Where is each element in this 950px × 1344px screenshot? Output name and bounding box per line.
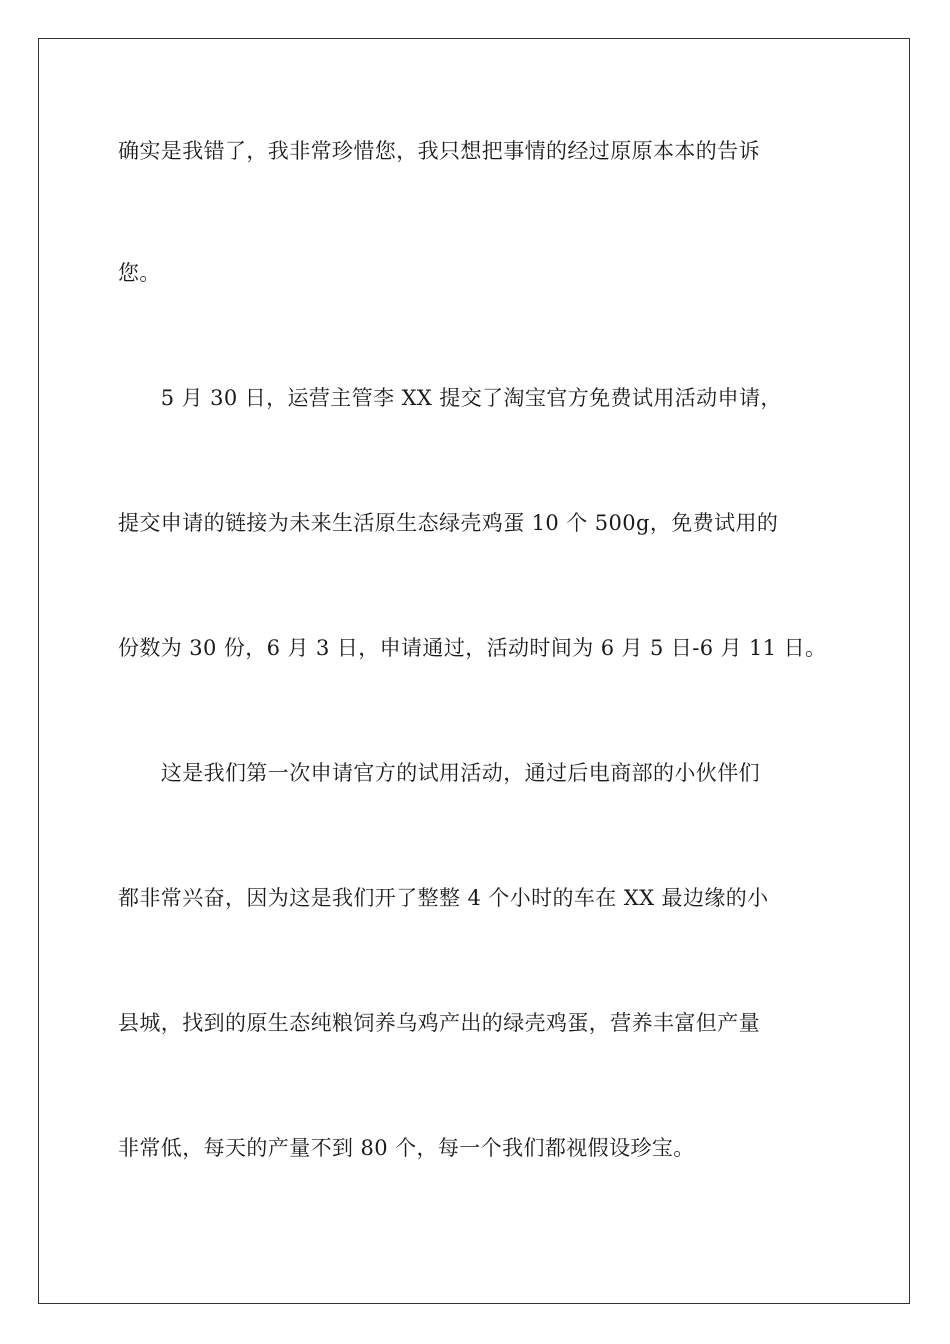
text-line: 您。 [118,261,161,285]
text-line: 份数为 30 份，6 月 3 日，申请通过，活动时间为 6 月 5 日-6 月 11 日。 [118,636,827,660]
text-line: 确实是我错了，我非常珍惜您，我只想把事情的经过原原本本的告诉 [118,139,760,163]
text-line: 提交申请的链接为未来生活原生态绿壳鸡蛋 10 个 500g，免费试用的 [118,511,779,535]
text-line: 都非常兴奋，因为这是我们开了整整 4 个小时的车在 XX 最边缘的小 [118,886,769,910]
text-line: 非常低，每天的产量不到 80 个，每一个我们都视假设珍宝。 [118,1136,695,1160]
paragraph-start-line: 这是我们第一次申请官方的试用活动，通过后电商部的小伙伴们 [118,761,760,785]
text-line: 县城，找到的原生态纯粮饲养乌鸡产出的绿壳鸡蛋，营养丰富但产量 [118,1011,760,1035]
page-border [38,38,910,1304]
paragraph-start-line: 5 月 30 日，运营主管李 XX 提交了淘宝官方免费试用活动申请， [118,386,782,410]
